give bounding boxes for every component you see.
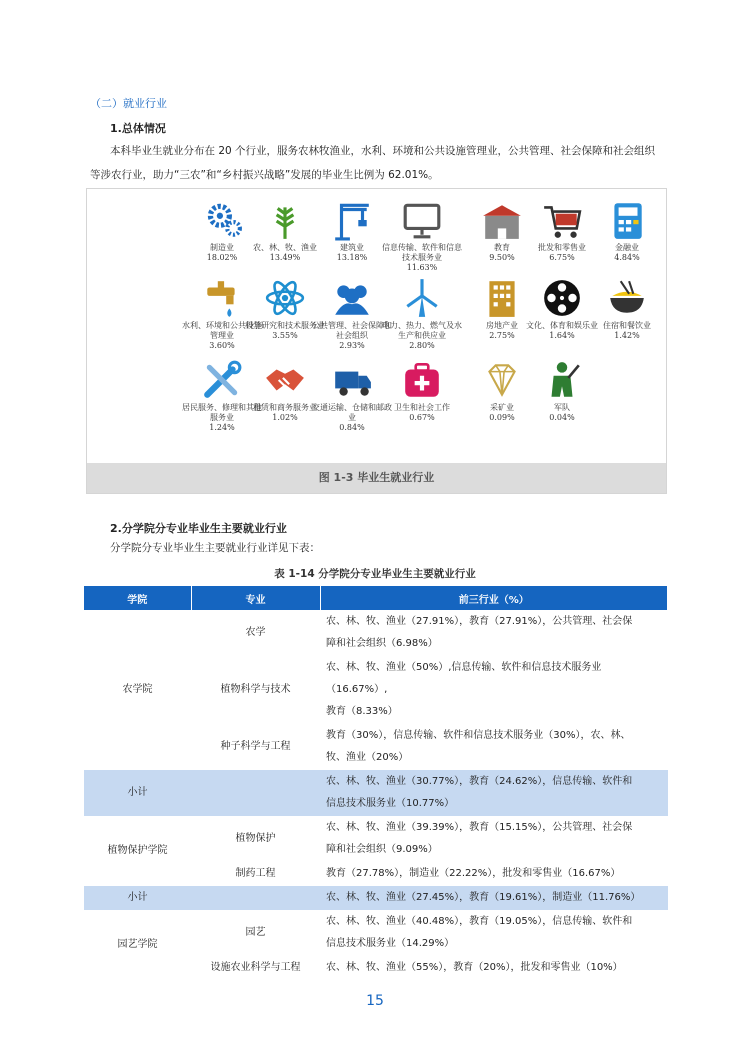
header-top3: 前三行业（%） xyxy=(320,586,668,610)
industry-percent: 1.42% xyxy=(614,331,640,340)
industry-percent: 2.93% xyxy=(339,341,365,350)
industry-name: 公共管理、社会保障和社会组织 xyxy=(312,321,392,340)
industry-percent: 0.67% xyxy=(409,413,435,422)
truck-icon xyxy=(331,359,373,401)
industry-percent: 13.18% xyxy=(336,253,368,262)
industry-percent: 2.75% xyxy=(489,331,515,340)
college-cell: 园艺学院 xyxy=(84,910,191,980)
top3-line: 农、林、牧、渔业（27.91%），教育（27.91%），公共管理、社会保 xyxy=(326,616,633,627)
building-icon xyxy=(481,277,523,319)
top3-line: 农、林、牧、渔业（27.45%），教育（19.61%），制造业（11.76%） xyxy=(326,892,641,903)
industry-percent: 1.24% xyxy=(209,423,235,432)
top3-line: 教育（8.33%） xyxy=(326,706,398,717)
paragraph-line-2: 等涉农行业，助力“三农”和“乡村振兴战略”发展的毕业生比例为 62.01%。 xyxy=(90,169,439,181)
industry-percent: 13.49% xyxy=(269,253,301,262)
top3-line: 农、林、牧、渔业（40.48%），教育（19.05%），信息传输、软件和 xyxy=(326,916,633,927)
industry-name: 科学研究和技术服务业 xyxy=(245,321,325,330)
subtotal-label: 小计 xyxy=(84,770,191,816)
industry-percent: 1.02% xyxy=(272,413,298,422)
top3-line: 农、林、牧、渔业（30.77%），教育（24.62%），信息传输、软件和 xyxy=(326,776,633,787)
atom-icon xyxy=(264,277,306,319)
top3-line: 教育（30%），信息传输、软件和信息技术服务业（30%），农、林、 xyxy=(326,730,631,741)
industry-percent: 2.80% xyxy=(409,341,435,350)
industry-item xyxy=(382,359,462,423)
industry-name: 水利、环境和公共设施管理业 xyxy=(182,321,262,340)
handshake-icon xyxy=(264,359,306,401)
crane-icon xyxy=(331,199,373,241)
monitor-icon xyxy=(401,199,443,241)
top3-line: 障和社会组织（6.98%） xyxy=(326,638,438,649)
industry-name: 采矿业 xyxy=(490,403,514,412)
top3-line: 教育（27.78%），制造业（22.22%），批发和零售业（16.67%） xyxy=(326,868,621,879)
table-row xyxy=(84,910,668,956)
industry-percent: 4.84% xyxy=(614,253,640,262)
top3-cell xyxy=(320,862,668,886)
tools-icon xyxy=(201,359,243,401)
industry-name: 批发和零售业 xyxy=(538,243,586,252)
top3-line: 障和社会组织（9.09%） xyxy=(326,844,438,855)
industry-name: 建筑业 xyxy=(340,243,364,252)
major-cell: 种子科学与工程 xyxy=(191,724,320,770)
industry-item xyxy=(312,199,392,263)
industry-percent: 1.64% xyxy=(549,331,575,340)
industry-name: 住宿和餐饮业 xyxy=(603,321,651,330)
paragraph-line-1: 本科毕业生就业分布在 20 个行业，服务农林牧渔业，水利、环境和公共设施管理业，公共管理、社会保障和社会组织 xyxy=(110,145,656,157)
industry-name: 金融业 xyxy=(615,243,639,252)
industry-percent: 6.75% xyxy=(549,253,575,262)
top3-line: 农、林、牧、渔业（39.39%），教育（15.15%），公共管理、社会保 xyxy=(326,822,633,833)
college-cell: 农学院 xyxy=(84,610,191,770)
industry-by-major-table xyxy=(84,586,668,980)
figure-caption: 图 1-3 毕业生就业行业 xyxy=(87,463,666,493)
soldier-icon xyxy=(541,359,583,401)
calculator-icon xyxy=(606,199,648,241)
windmill-icon xyxy=(401,277,443,319)
bowl-icon xyxy=(606,277,648,319)
school-icon xyxy=(481,199,523,241)
section-heading: （二）就业行业 xyxy=(90,97,167,110)
major-cell: 农学 xyxy=(191,610,320,656)
major-cell: 植物科学与技术 xyxy=(191,656,320,724)
industry-percent: 9.50% xyxy=(489,253,515,262)
top3-cell xyxy=(320,910,668,956)
table-intro-text: 分学院分专业毕业生主要就业行业详见下表： xyxy=(110,542,320,554)
industry-figure xyxy=(86,188,667,494)
industry-name: 军队 xyxy=(554,403,570,412)
people-icon xyxy=(331,277,373,319)
industry-percent: 0.04% xyxy=(549,413,575,422)
subtotal-top3 xyxy=(320,886,668,910)
major-cell: 园艺 xyxy=(191,910,320,956)
film-reel-icon xyxy=(541,277,583,319)
subsection-heading-overall: 1.总体情况 xyxy=(110,122,166,135)
top3-line: 信息技术服务业（14.29%） xyxy=(326,938,455,949)
subtotal-label: 小计 xyxy=(84,886,191,910)
industry-percent: 3.55% xyxy=(272,331,298,340)
top3-line: 信息技术服务业（10.77%） xyxy=(326,798,455,809)
major-cell: 设施农业科学与工程 xyxy=(191,956,320,980)
subtotal-major-empty xyxy=(191,886,320,910)
industry-item xyxy=(312,359,392,433)
top3-cell xyxy=(320,656,668,724)
industry-name: 卫生和社会工作 xyxy=(394,403,450,412)
table-row xyxy=(84,610,668,656)
major-cell: 植物保护 xyxy=(191,816,320,862)
top3-cell xyxy=(320,724,668,770)
industry-percent: 3.60% xyxy=(209,341,235,350)
top3-cell xyxy=(320,816,668,862)
gears-icon xyxy=(201,199,243,241)
industry-item xyxy=(587,277,667,341)
top3-cell xyxy=(320,956,668,980)
table-caption: 表 1-14 分学院分专业毕业生主要就业行业 xyxy=(274,568,476,580)
industry-name: 制造业 xyxy=(210,243,234,252)
subsection-heading-by-college: 2.分学院分专业毕业生主要就业行业 xyxy=(110,522,287,535)
industry-name: 文化、体育和娱乐业 xyxy=(526,321,598,330)
industry-percent: 0.84% xyxy=(339,423,365,432)
industry-name: 居民服务、修理和其他服务业 xyxy=(182,403,262,422)
wheat-icon xyxy=(264,199,306,241)
table-row xyxy=(84,816,668,862)
industry-name: 信息传输、软件和信息技术服务业 xyxy=(382,243,462,262)
subtotal-row xyxy=(84,770,668,816)
industry-percent: 0.09% xyxy=(489,413,515,422)
table-header-row xyxy=(84,586,668,610)
top3-cell xyxy=(320,610,668,656)
industry-name: 农、林、牧、渔业 xyxy=(253,243,317,252)
college-cell: 植物保护学院 xyxy=(84,816,191,886)
industry-name: 房地产业 xyxy=(486,321,518,330)
industry-percent: 18.02% xyxy=(206,253,238,262)
subtotal-row xyxy=(84,886,668,910)
subtotal-top3 xyxy=(320,770,668,816)
industry-item xyxy=(382,199,462,273)
industry-name: 电力、热力、燃气及水生产和供应业 xyxy=(382,321,462,340)
top3-line: 牧、渔业（20%） xyxy=(326,752,409,763)
diamond-icon xyxy=(481,359,523,401)
header-major: 专业 xyxy=(191,586,320,610)
header-college: 学院 xyxy=(84,586,191,610)
industry-item xyxy=(587,199,667,263)
subtotal-major-empty xyxy=(191,770,320,816)
industry-name: 教育 xyxy=(494,243,510,252)
cart-icon xyxy=(541,199,583,241)
major-cell: 制药工程 xyxy=(191,862,320,886)
top3-line: 农、林、牧、渔业（55%），教育（20%），批发和零售业（10%） xyxy=(326,962,623,973)
industry-item xyxy=(312,277,392,351)
industry-item xyxy=(522,359,602,423)
top3-line: 农、林、牧、渔业（50%）,信息传输、软件和信息技术服务业（16.67%）, xyxy=(326,662,602,695)
industry-percent: 11.63% xyxy=(406,263,438,272)
industry-name: 租赁和商务服务业 xyxy=(253,403,317,412)
medkit-icon xyxy=(401,359,443,401)
industry-item xyxy=(382,277,462,351)
page-number: 15 xyxy=(366,993,384,1009)
industry-name: 交通运输、仓储和邮政业 xyxy=(312,403,392,422)
faucet-icon xyxy=(201,277,243,319)
